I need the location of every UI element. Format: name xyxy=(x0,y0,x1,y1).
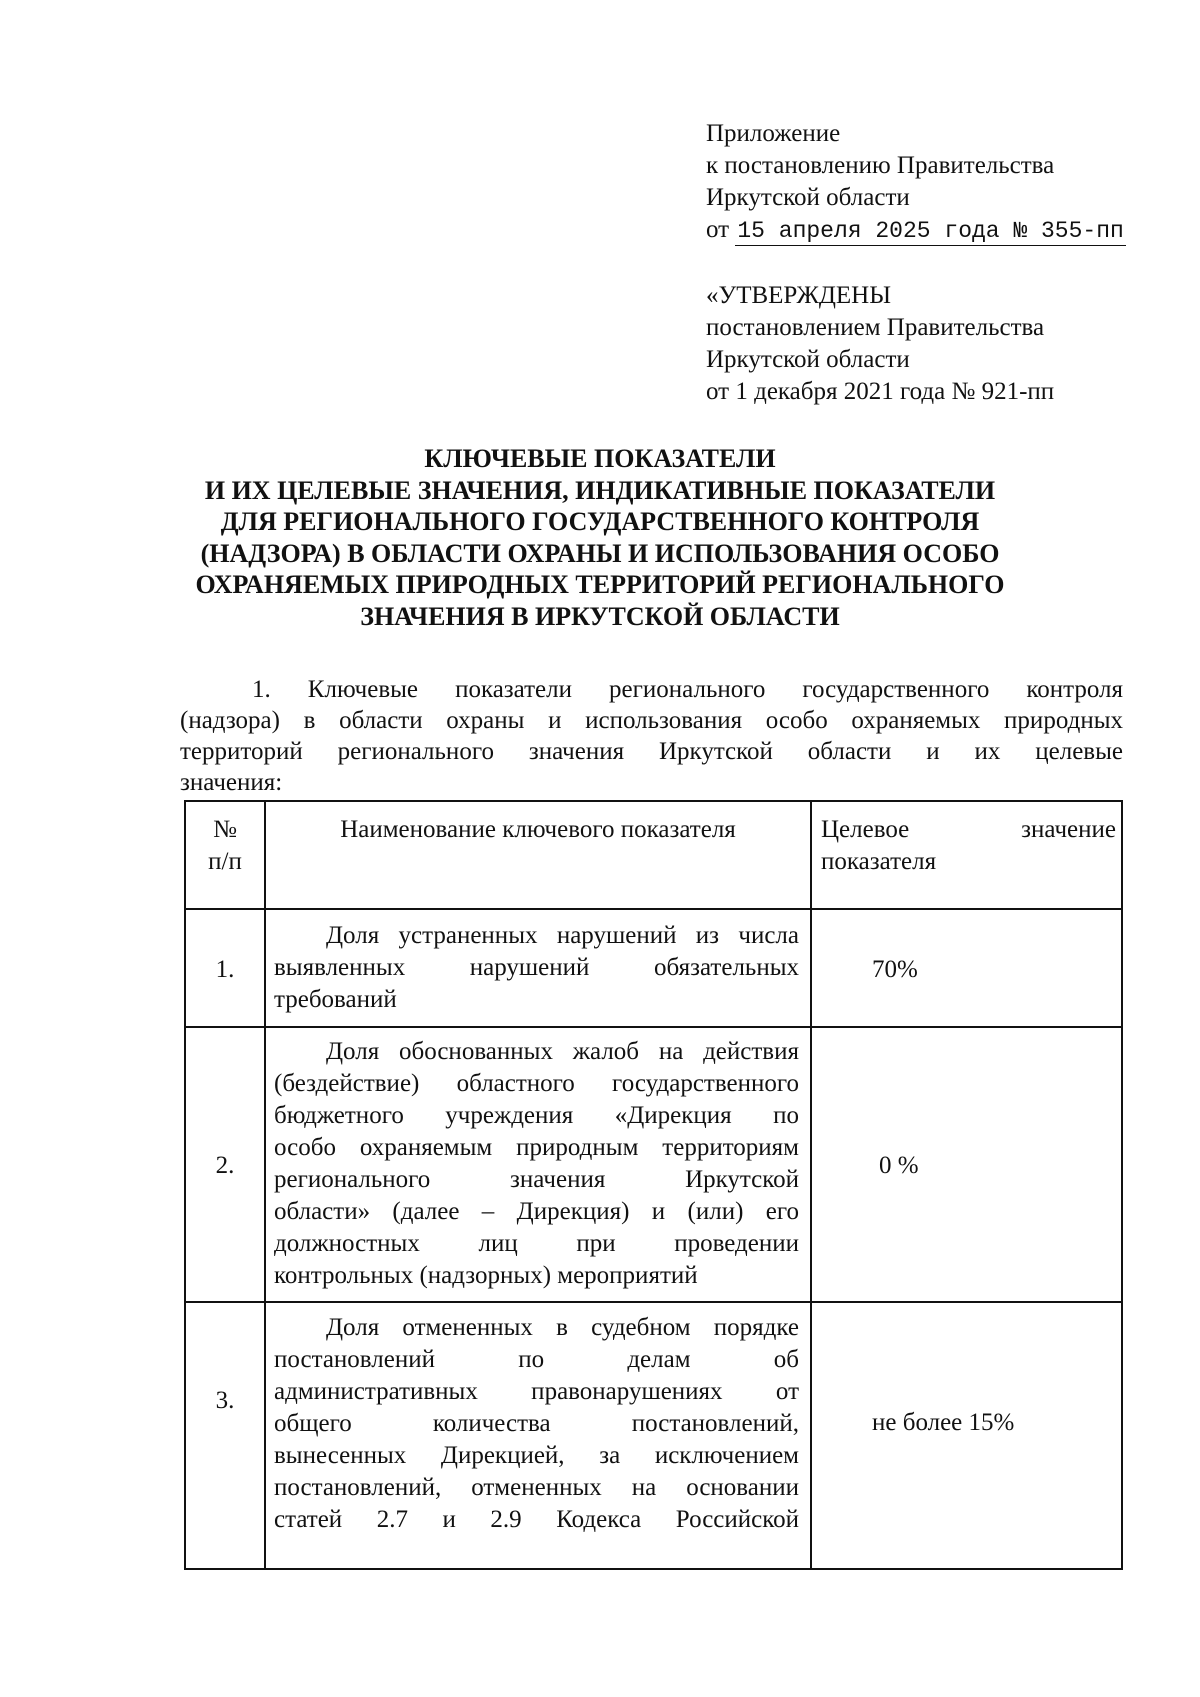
title-line: ОХРАНЯЕМЫХ ПРИРОДНЫХ ТЕРРИТОРИЙ РЕГИОНАЛЬНОГО xyxy=(195,570,1005,599)
row-3-line: вынесенных Дирекцией, за исключением xyxy=(274,1442,799,1469)
row-1-value: 70% xyxy=(872,956,918,983)
table-col-sep-2 xyxy=(810,800,812,1570)
row-2-name xyxy=(274,1036,799,1292)
appendix-block xyxy=(706,118,1126,246)
header-num-symbol: № xyxy=(213,816,237,843)
intro-line: территорий регионального значения Иркутской области и их целевые xyxy=(180,738,1123,765)
row-2-line: области» (далее – Дирекция) и (или) его xyxy=(274,1198,799,1225)
row-2-value: 0 % xyxy=(879,1152,919,1179)
header-name: Наименование ключевого показателя xyxy=(340,816,736,843)
row-2-line: Доля обоснованных жалоб на действия xyxy=(326,1038,799,1065)
row-1-line: требований xyxy=(274,986,397,1013)
appendix-line-1: Приложение xyxy=(706,120,841,147)
row-3-line: постановлений по делам об xyxy=(274,1346,799,1373)
intro-line: (надзора) в области охраны и использования особо охраняемых природных xyxy=(180,707,1123,734)
title-line: (НАДЗОРА) В ОБЛАСТИ ОХРАНЫ И ИСПОЛЬЗОВАНИЯ ОСОБО xyxy=(200,538,1000,568)
title-line: КЛЮЧЕВЫЕ ПОКАЗАТЕЛИ xyxy=(424,444,776,473)
row-3-line: статей 2.7 и 2.9 Кодекса Российской xyxy=(274,1506,799,1533)
appendix-date-prefix: от xyxy=(706,216,730,243)
row-2-line: бюджетного учреждения «Дирекция по xyxy=(274,1102,799,1129)
appendix-date-line xyxy=(706,214,1126,246)
row-1-line: выявленных нарушений обязательных xyxy=(274,954,799,981)
intro-line: значения: xyxy=(180,769,283,796)
intro-line: 1. Ключевые показатели регионального государственного контроля xyxy=(252,676,1123,703)
row-1-num: 1. xyxy=(215,956,235,983)
row-1-name xyxy=(274,920,799,1016)
title-line: И ИХ ЦЕЛЕВЫЕ ЗНАЧЕНИЯ, ИНДИКАТИВНЫЕ ПОКАЗАТЕЛИ xyxy=(204,475,996,505)
row-3-line: административных правонарушениях от xyxy=(274,1378,799,1405)
table-border-bottom xyxy=(184,1568,1123,1570)
row-3-line: общего количества постановлений, xyxy=(274,1410,799,1437)
row-2-line: контрольных (надзорных) мероприятий xyxy=(274,1262,698,1289)
approved-line-3: Иркутской области xyxy=(706,346,910,373)
header-target-line: Целевое значение xyxy=(821,816,1116,843)
approved-line-2: постановлением Правительства xyxy=(706,314,1045,341)
row-2-line: регионального значения Иркутской xyxy=(274,1166,799,1193)
row-1-line: Доля устраненных нарушений из числа xyxy=(326,922,799,949)
row-3-line: постановлений, отмененных на основании xyxy=(274,1474,799,1501)
row-3-name xyxy=(274,1312,799,1536)
row-2-line: должностных лиц при проведении xyxy=(274,1230,799,1257)
approved-line-4: от 1 декабря 2021 года № 921-пп xyxy=(706,378,1055,405)
row-2-line: (бездействие) областного государственного xyxy=(274,1070,799,1097)
header-target-line: показателя xyxy=(821,848,937,875)
header-num-label: п/п xyxy=(208,848,242,875)
table-border-right xyxy=(1121,800,1123,1570)
title-line: ЗНАЧЕНИЯ В ИРКУТСКОЙ ОБЛАСТИ xyxy=(360,601,840,631)
approved-block xyxy=(706,280,1054,408)
table-row-sep xyxy=(184,1026,1123,1028)
title-line: ДЛЯ РЕГИОНАЛЬНОГО ГОСУДАРСТВЕННОГО КОНТРОЛЯ xyxy=(220,507,980,536)
indicators-table xyxy=(184,800,1123,1570)
header-num xyxy=(186,814,264,878)
appendix-line-2: к постановлению Правительства xyxy=(706,152,1055,179)
header-target xyxy=(821,814,1116,878)
table-border-top xyxy=(184,800,1123,802)
intro-paragraph xyxy=(180,674,1123,798)
row-2-line: особо охраняемым природным территориям xyxy=(274,1134,799,1161)
table-row-sep xyxy=(184,1301,1123,1303)
row-3-num: 3. xyxy=(215,1387,235,1414)
document-title xyxy=(150,443,1050,632)
table-border-left xyxy=(184,800,186,1570)
row-2-num: 2. xyxy=(215,1152,235,1179)
table-col-sep-1 xyxy=(264,800,266,1570)
row-3-line: Доля отмененных в судебном порядке xyxy=(326,1314,799,1341)
row-3-value: не более 15% xyxy=(872,1409,1015,1436)
appendix-line-3: Иркутской области xyxy=(706,184,910,211)
approved-line-1: «УТВЕРЖДЕНЫ xyxy=(706,282,892,309)
table-row-sep xyxy=(184,908,1123,910)
appendix-date-value: 15 апреля 2025 года № 355-пп xyxy=(737,218,1124,244)
